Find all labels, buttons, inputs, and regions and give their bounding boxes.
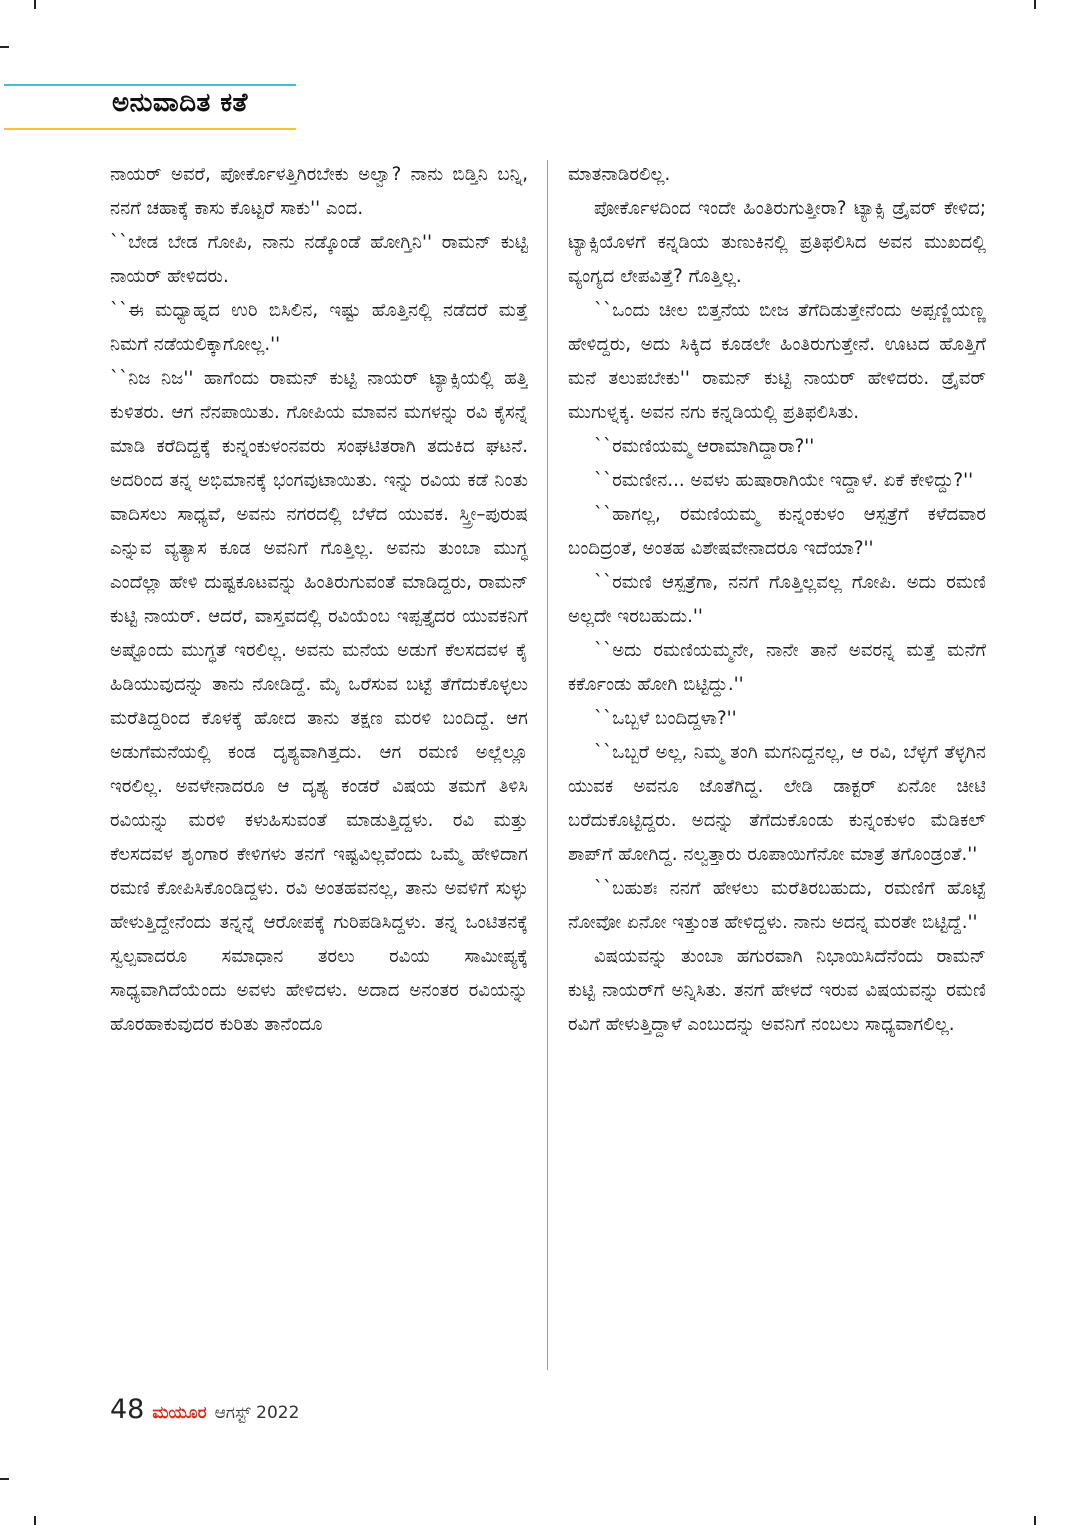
article-column-left	[110, 158, 528, 1378]
paragraph: ``ಬಹುಶಃ ನನಗೆ ಹೇಳಲು ಮರೆತಿರಬಹುದು, ರಮಣಿಗೆ ಹೊಟ್ಟೆ ನೋವೋ ಏನೋ ಇತ್ತುಂತ ಹೇಳಿದ್ದಳು. ನಾನು ಅದನ್ನ ಮರತೇ ಬಿಟ್ಟಿದ್ದೆ.''	[568, 878, 986, 933]
section-top-rule	[4, 84, 296, 86]
paragraph: ``ಈ ಮಧ್ಯಾಹ್ನದ ಉರಿ ಬಿಸಿಲಿನ, ಇಷ್ಟು ಹೊತ್ತಿನಲ್ಲಿ ನಡೆದರೆ ಮತ್ತೆ ನಿಮಗೆ ನಡೆಯಲಿಕ್ಕಾಗೋಲ್ಲ.''	[110, 300, 528, 355]
paragraph: ವಿಷಯವನ್ನು ತುಂಬಾ ಹಗುರವಾಗಿ ನಿಭಾಯಿಸಿದೆನೆಂದು ರಾಮನ್ ಕುಟ್ಟಿ ನಾಯರ್‌ಗೆ ಅನ್ನಿಸಿತು. ತನಗೆ ಹೇಳದೆ ಇರುವ ವಿಷಯವನ್ನು ರಮಣಿ ರವಿಗೆ ಹೇಳುತ್ತಿದ್ದಾಳೆ ಎಂಬುದನ್ನು ಅವನಿಗೆ ನಂಬಲು ಸಾಧ್ಯವಾಗಲಿಲ್ಲ.	[568, 946, 986, 1035]
paragraph: ``ಒಂದು ಚೀಲ ಬಿತ್ತನೆಯ ಬೀಜ ತೆಗೆದಿಡುತ್ತೇನೆಂದು ಅಪ್ಪಣ್ಣಿಯಣ್ಣ ಹೇಳಿದ್ದರು, ಅದು ಸಿಕ್ಕಿದ ಕೂಡಲೇ ಹಿಂತಿರುಗುತ್ತೇನೆ. ಊಟದ ಹೊತ್ತಿಗೆ ಮನೆ ತಲುಪಬೇಕು'' ರಾಮನ್ ಕುಟ್ಟಿ ನಾಯರ್ ಹೇಳಿದರು. ಡ್ರೈವರ್ ಮುಗುಳ್ನಕ್ಕ. ಅವನ ನಗು ಕನ್ನಡಿಯಲ್ಲಿ ಪ್ರತಿಫಲಿಸಿತು.	[568, 300, 986, 423]
crop-mark	[1034, 0, 1036, 9]
paragraph: ಮಾತನಾಡಿರಲಿಲ್ಲ.	[568, 164, 671, 185]
paragraph: ``ಒಬ್ಬರೆ ಅಲ್ಲ, ನಿಮ್ಮ ತಂಗಿ ಮಗನಿದ್ದನಲ್ಲ, ಆ ರವಿ, ಬೆಳ್ಳಗೆ ತೆಳ್ಳಗಿನ ಯುವಕ ಅವನೂ ಜೊತೆಗಿದ್ದ. ಲೇಡಿ ಡಾಕ್ಟರ್ ಏನೋ ಚೀಟಿ ಬರೆದುಕೊಟ್ಟಿದ್ದರು. ಅದನ್ನು ತೆಗೆದುಕೊಂಡು ಕುನ್ನಂಕುಳಂ ಮೆಡಿಕಲ್ ಶಾಪ್‌ಗೆ ಹೋಗಿದ್ದ. ನಲ್ವತ್ತಾರು ರೂಪಾಯಿಗೆನೋ ಮಾತ್ರೆ ತಗೊಂಡ್ರಂತೆ.''	[568, 742, 986, 865]
crop-mark	[0, 46, 9, 48]
crop-mark	[34, 0, 36, 9]
paragraph: ``ಒಬ್ಬಳೆ ಬಂದಿದ್ದಳಾ?''	[594, 708, 737, 729]
crop-mark	[1034, 1516, 1036, 1525]
page-footer	[110, 1394, 299, 1428]
paragraph: ``ಬೇಡ ಬೇಡ ಗೋಪಿ, ನಾನು ನಡ್ಕೊಂಡೆ ಹೋಗ್ತಿನಿ'' ರಾಮನ್ ಕುಟ್ಟಿ ನಾಯರ್ ಹೇಳಿದರು.	[110, 232, 528, 287]
section-bottom-rule	[4, 128, 296, 130]
magazine-logo: ಮಯೂರ	[152, 1403, 207, 1423]
paragraph: ``ರಮಣಿಯಮ್ಮ ಆರಾಮಾಗಿದ್ದಾರಾ?''	[594, 436, 815, 457]
page-number: 48	[110, 1394, 145, 1425]
article-column-right	[568, 158, 986, 1378]
paragraph: ``ನಿಜ ನಿಜ'' ಹಾಗೆಂದು ರಾಮನ್ ಕುಟ್ಟಿ ನಾಯರ್ ಟ್ಯಾಕ್ಸಿಯಲ್ಲಿ ಹತ್ತಿ ಕುಳಿತರು. ಆಗ ನೆನಪಾಯಿತು. ಗೋಪಿಯ ಮಾವನ ಮಗಳನ್ನು ರವಿ ಕೈಸನ್ನೆ ಮಾಡಿ ಕರೆದಿದ್ದಕ್ಕೆ ಕುನ್ನಂಕುಳಂನವರು ಸಂಘಟಿತರಾಗಿ ತದುಕಿದ ಘಟನೆ. ಅದರಿಂದ ತನ್ನ ಅಭಿಮಾನಕ್ಕೆ ಭಂಗವುಟಾಯಿತು. ಇನ್ನು ರವಿಯ ಕಡೆ ನಿಂತು ವಾದಿಸಲು ಸಾಧ್ಯವೆ, ಅವನು ನಗರದಲ್ಲಿ ಬೆಳೆದ ಯುವಕ. ಸ್ತ್ರೀ–ಪುರುಷ ಎನ್ನುವ ವ್ಯತ್ಯಾಸ ಕೂಡ ಅವನಿಗೆ ಗೊತ್ತಿಲ್ಲ. ಅವನು ತುಂಬಾ ಮುಗ್ಧ ಎಂದೆಲ್ಲಾ ಹೇಳಿ ದುಷ್ಟಕೂಟವನ್ನು ಹಿಂತಿರುಗುವಂತೆ ಮಾಡಿದ್ದರು, ರಾಮನ್ ಕುಟ್ಟಿ ನಾಯರ್. ಆದರೆ, ವಾಸ್ತವದಲ್ಲಿ ರವಿಯೆಂಬ ಇಪ್ಪತ್ತೈದರ ಯುವಕನಿಗೆ ಅಷ್ಟೊಂದು ಮುಗ್ಧತೆ ಇರಲಿಲ್ಲ. ಅವನು ಮನೆಯ ಅಡುಗೆ ಕೆಲಸದವಳ ಕೈ ಹಿಡಿಯುವುದನ್ನು ತಾನು ನೋಡಿದ್ದೆ. ಮೈ ಒರೆಸುವ ಬಟ್ಟೆ ತೆಗೆದುಕೊಳ್ಳಲು ಮರೆತಿದ್ದರಿಂದ ಕೊಳಕ್ಕೆ ಹೋದ ತಾನು ತಕ್ಷಣ ಮರಳಿ ಬಂದಿದ್ದೆ. ಆಗ ಅಡುಗೆಮನೆಯಲ್ಲಿ ಕಂಡ ದೃಶ್ಯವಾಗಿತ್ತದು. ಆಗ ರಮಣಿ ಅಲ್ಲೆಲ್ಲೂ ಇರಲಿಲ್ಲ. ಅವಳೇನಾದರೂ ಆ ದೃಶ್ಯ ಕಂಡರೆ ವಿಷಯ ತಮಗೆ ತಿಳಿಸಿ ರವಿಯನ್ನು ಮರಳಿ ಕಳುಹಿಸುವಂತೆ ಮಾಡುತ್ತಿದ್ದಳು. ರವಿ ಮತ್ತು ಕೆಲಸದವಳ ಶೃಂಗಾರ ಕೇಳಿಗಳು ತನಗೆ ಇಷ್ಟವಿಲ್ಲವೆಂದು ಒಮ್ಮೆ ಹೇಳಿದಾಗ ರಮಣಿ ಕೋಪಿಸಿಕೊಂಡಿದ್ದಳು. ರವಿ ಅಂತಹವನಲ್ಲ, ತಾನು ಅವಳಿಗೆ ಸುಳ್ಳು ಹೇಳುತ್ತಿದ್ದೇನೆಂದು ತನ್ನನ್ನೆ ಆರೋಪಕ್ಕೆ ಗುರಿಪಡಿಸಿದ್ದಳು. ತನ್ನ ಒಂಟಿತನಕ್ಕೆ ಸ್ವಲ್ಪವಾದರೂ ಸಮಾಧಾನ ತರಲು ರವಿಯ ಸಾಮೀಪ್ಯಕ್ಕೆ ಸಾಧ್ಯವಾಗಿದೆಯೆಂದು ಅವಳು ಹೇಳಿದಳು. ಅದಾದ ಅನಂತರ ರವಿಯನ್ನು ಹೊರಹಾಕುವುದರ ಕುರಿತು ತಾನೆಂದೂ	[110, 368, 528, 1035]
column-divider	[547, 160, 548, 1370]
section-title: ಅನುವಾದಿತ ಕತೆ	[112, 88, 248, 118]
paragraph: ``ಹಾಗಲ್ಲ, ರಮಣಿಯಮ್ಮ ಕುನ್ನಂಕುಳಂ ಆಸ್ಪತ್ರೆಗೆ ಕಳೆದವಾರ ಬಂದಿದ್ರಂತೆ, ಅಂತಹ ವಿಶೇಷವೇನಾದರೂ ಇದೆಯಾ?''	[568, 504, 986, 559]
paragraph: ``ಅದು ರಮಣಿಯಮ್ಮನೇ, ನಾನೇ ತಾನೆ ಅವರನ್ನ ಮತ್ತೆ ಮನೆಗೆ ಕರ್ಕೊಂಡು ಹೋಗಿ ಬಿಟ್ಟಿದ್ದು.''	[568, 640, 986, 695]
crop-mark	[0, 1478, 9, 1480]
paragraph: ``ರಮಣಿ ಆಸ್ಪತ್ರೆಗಾ, ನನಗೆ ಗೊತ್ತಿಲ್ಲವಲ್ಲ ಗೋಪಿ. ಅದು ರಮಣಿ ಅಲ್ಲದೇ ಇರಬಹುದು.''	[568, 572, 986, 627]
paragraph: ಪೋರ್ಕೊಳದಿಂದ ಇಂದೇ ಹಿಂತಿರುಗುತ್ತೀರಾ? ಟ್ಯಾಕ್ಸಿ ಡ್ರೈವರ್ ಕೇಳಿದ; ಟ್ಯಾಕ್ಸಿಯೊಳಗೆ ಕನ್ನಡಿಯ ತುಣುಕಿನಲ್ಲಿ ಪ್ರತಿಫಲಿಸಿದ ಅವನ ಮುಖದಲ್ಲಿ ವ್ಯಂಗ್ಯದ ಲೇಪವಿತ್ತೆ? ಗೊತ್ತಿಲ್ಲ.	[568, 198, 986, 287]
crop-mark	[34, 1516, 36, 1525]
issue-date: ಆಗಸ್ಟ್ 2022	[214, 1403, 300, 1423]
paragraph: ನಾಯರ್ ಅವರೆ, ಪೋರ್ಕೊಳತ್ತಿಗಿರಬೇಕು ಅಲ್ವಾ? ನಾನು ಬಿಡ್ತಿನಿ ಬನ್ನಿ, ನನಗೆ ಚಹಾಕ್ಕೆ ಕಾಸು ಕೊಟ್ಟರೆ ಸಾಕು'' ಎಂದ.	[110, 164, 528, 219]
paragraph: ``ರಮಣೀನ... ಅವಳು ಹುಷಾರಾಗಿಯೇ ಇದ್ದಾಳೆ. ಏಕೆ ಕೇಳಿದ್ದು?''	[594, 470, 974, 491]
